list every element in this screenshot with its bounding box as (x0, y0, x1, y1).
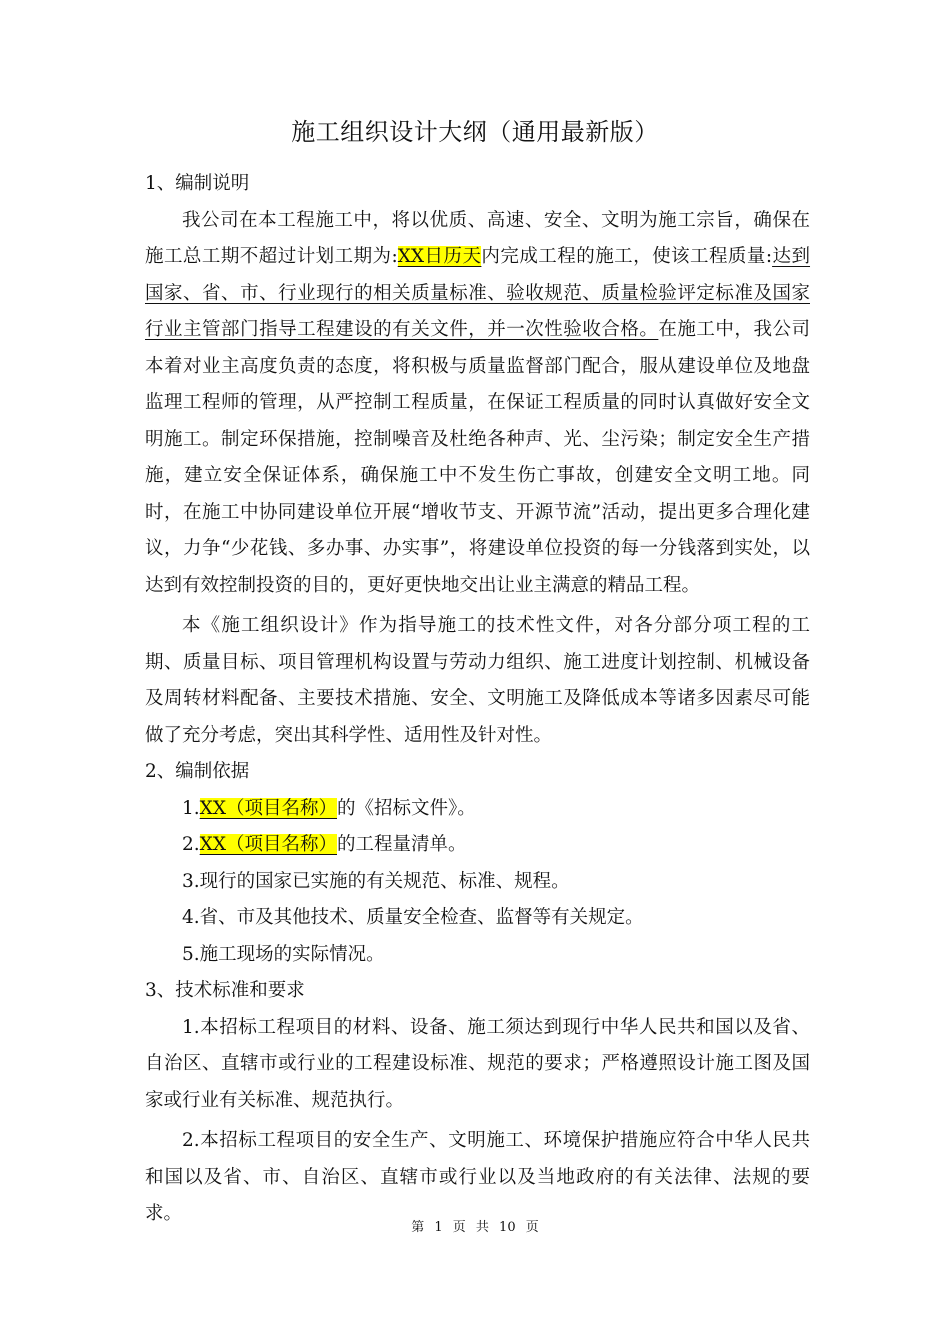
page-footer: 第 1 页 共 10 页 (411, 1220, 539, 1235)
section1-p1-text-a: 我公司在本工程施工中，将以优质、高速、安全、文明为施工宗旨，确保在施工总工期不超过计划工期为: (145, 209, 810, 267)
list-item-number: 5. (182, 943, 200, 965)
section1-p1-quality-underline: 达到国家、省、市、行业现行的相关质量标准、验收规范、质量检验评定标准及国家行业主管部门指导工程建设的有关文件，并一次性验收合格。 (145, 246, 811, 340)
list-item-text: 施工现场的实际情况。 (199, 943, 385, 965)
section1-paragraph2: 本《施工组织设计》作为指导施工的技术性文件，对各分部分项工程的工期、质量目标、项目管理机构设置与劳动力组织、施工进度计划控制、机械设备及周转材料配备、主要技术措施、安全、文明施工及降低成本等诸多因素尽可能做了充分考虑，突出其科学性、适用性及针对性。 (145, 615, 810, 746)
list-item (145, 900, 810, 937)
section1-paragraph1 (145, 203, 810, 605)
list-item-number: 2. (182, 834, 200, 855)
section3-paragraph2: 2.本招标工程项目的安全生产、文明施工、环境保护措施应符合中华人民共和国以及省、市、自治区、直辖市或行业以及当地政府的有关法律、法规的要求。 (145, 1130, 810, 1224)
list-item-highlight: XX（项目名称） (199, 797, 337, 819)
list-item-number: 3. (182, 870, 200, 892)
list-item-text: 现行的国家已实施的有关规范、标准、规程。 (199, 870, 570, 892)
document-title: 施工组织设计大纲（通用最新版） (291, 118, 659, 146)
section1-p1-text-c: 在施工中，我公司本着对业主高度负责的态度，将积极与质量监督部门配合，服从建设单位及地盘监理工程师的管理，从严控制工程质量，在保证工程质量的同时认真做好安全文明施工。制定环保措施，控制噪音及杜绝各种声、光、尘污染；制定安全生产措施，建立安全保证体系，确保施工中不发生伤亡事故，创建安全文明工地。同时，在施工中协同建设单位开展“增收节支、开源节流”活动，提出更多合理化建议，力争“少花钱、多办事、办实事”，将建设单位投资的每一分钱落到实处，以达到有效控制投资的目的，更好更快地交出让业主满意的精品工程。 (145, 319, 810, 596)
list-item-number: 1. (182, 797, 200, 819)
section3-heading: 3、技术标准和要求 (145, 980, 305, 1001)
list-item-highlight: XX（项目名称） (199, 834, 337, 855)
section1-heading: 1、编制说明 (145, 173, 250, 194)
list-item-text: 的工程量清单。 (337, 834, 467, 855)
section2-heading: 2、编制依据 (145, 761, 250, 782)
document-body (145, 166, 810, 1233)
list-item-number: 4. (182, 907, 200, 928)
list-item-text: 的《招标文件》。 (337, 797, 476, 819)
list-item (145, 791, 810, 828)
list-item-text: 省、市及其他技术、质量安全检查、监督等有关规定。 (199, 907, 644, 928)
section1-p1-duration-highlight: XX日历天 (397, 246, 482, 267)
list-item (145, 864, 810, 901)
section1-p1-text-b: 内完成工程的施工，使该工程质量: (481, 246, 773, 267)
list-item (145, 937, 810, 974)
list-item (145, 827, 810, 864)
section3-paragraph1: 1.本招标工程项目的材料、设备、施工须达到现行中华人民共和国以及省、自治区、直辖市或行业的工程建设标准、规范的要求；严格遵照设计施工图及国家或行业有关标准、规范执行。 (145, 1016, 810, 1111)
